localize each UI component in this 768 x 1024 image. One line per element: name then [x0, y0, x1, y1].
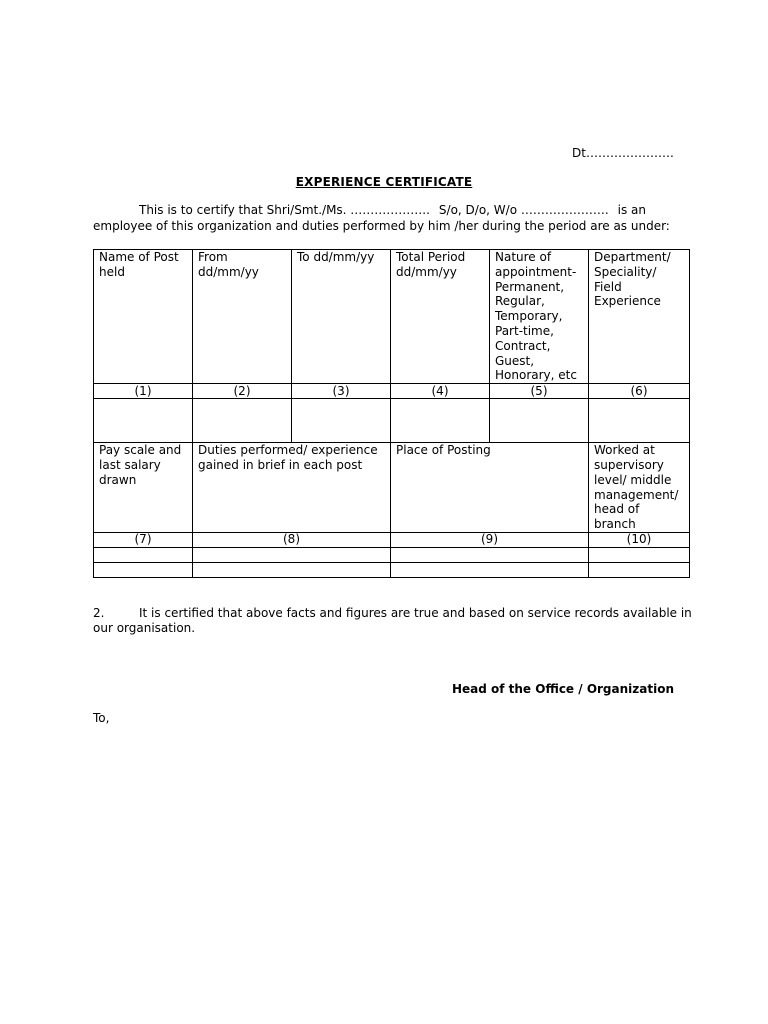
entry-cell[interactable] — [391, 399, 490, 443]
header-supervisory-level: Worked at supervisory level/ middle management/ head of branch — [589, 443, 690, 533]
entry-cell[interactable] — [589, 399, 690, 443]
header-name-of-post: Name of Post held — [94, 250, 193, 384]
intro-line-2: employee of this organization and duties performed by him /her during the period are as under: — [93, 219, 670, 233]
experience-table — [93, 249, 690, 578]
signature-label: Head of the Office / Organization — [451, 682, 674, 696]
column-number: (5) — [490, 384, 589, 399]
entry-cell[interactable] — [94, 562, 193, 577]
entry-cell[interactable] — [193, 399, 292, 443]
table-entry-row-1 — [94, 399, 690, 443]
table-header-row-1 — [94, 250, 690, 384]
intro-segment-3: is an — [617, 203, 646, 217]
entry-cell[interactable] — [589, 562, 690, 577]
certificate-title: EXPERIENCE CERTIFICATE — [295, 175, 473, 189]
header-pay-scale: Pay scale and last salary drawn — [94, 443, 193, 533]
entry-cell[interactable] — [589, 547, 690, 562]
entry-cell[interactable] — [391, 547, 589, 562]
header-from-date: From dd/mm/yy — [193, 250, 292, 384]
column-number: (2) — [193, 384, 292, 399]
certification-text: It is certified that above facts and figures are true and based on service records available in — [139, 606, 692, 620]
addressee-label: To, — [93, 711, 110, 725]
entry-cell[interactable] — [490, 399, 589, 443]
header-duties-performed: Duties performed/ experience gained in brief in each post — [193, 443, 391, 533]
column-number: (8) — [193, 532, 391, 547]
entry-cell[interactable] — [193, 547, 391, 562]
table-entry-row-2 — [94, 547, 690, 562]
header-total-period: Total Period dd/mm/yy — [391, 250, 490, 384]
header-department: Department/ Speciality/ Field Experience — [589, 250, 690, 384]
column-number: (7) — [94, 532, 193, 547]
table-number-row-2 — [94, 532, 690, 547]
certification-line-1 — [93, 606, 692, 621]
column-number: (6) — [589, 384, 690, 399]
header-place-of-posting: Place of Posting — [391, 443, 589, 533]
column-number: (4) — [391, 384, 490, 399]
date-field: Dt…………………. — [572, 146, 674, 160]
table-number-row-1 — [94, 384, 690, 399]
entry-cell[interactable] — [193, 562, 391, 577]
entry-cell[interactable] — [94, 547, 193, 562]
column-number: (9) — [391, 532, 589, 547]
header-nature-of-appointment: Nature of appointment- Permanent, Regular, Temporary, Part-time, Contract, Guest, Honorary, etc — [490, 250, 589, 384]
column-number: (3) — [292, 384, 391, 399]
certification-paragraph — [93, 606, 692, 636]
entry-cell[interactable] — [94, 399, 193, 443]
paragraph-number: 2. — [93, 606, 105, 620]
table-entry-row-3 — [94, 562, 690, 577]
column-number: (1) — [94, 384, 193, 399]
column-number: (10) — [589, 532, 690, 547]
entry-cell[interactable] — [391, 562, 589, 577]
intro-paragraph — [93, 203, 670, 234]
intro-line-1 — [93, 203, 646, 218]
entry-cell[interactable] — [292, 399, 391, 443]
certification-line-2: our organisation. — [93, 621, 196, 635]
intro-segment-2: S/o, D/o, W/o …………………. — [438, 203, 609, 217]
header-to-date: To dd/mm/yy — [292, 250, 391, 384]
table-header-row-2 — [94, 443, 690, 533]
intro-segment-1: This is to certify that Shri/Smt./Ms. ……………….. — [139, 203, 430, 217]
